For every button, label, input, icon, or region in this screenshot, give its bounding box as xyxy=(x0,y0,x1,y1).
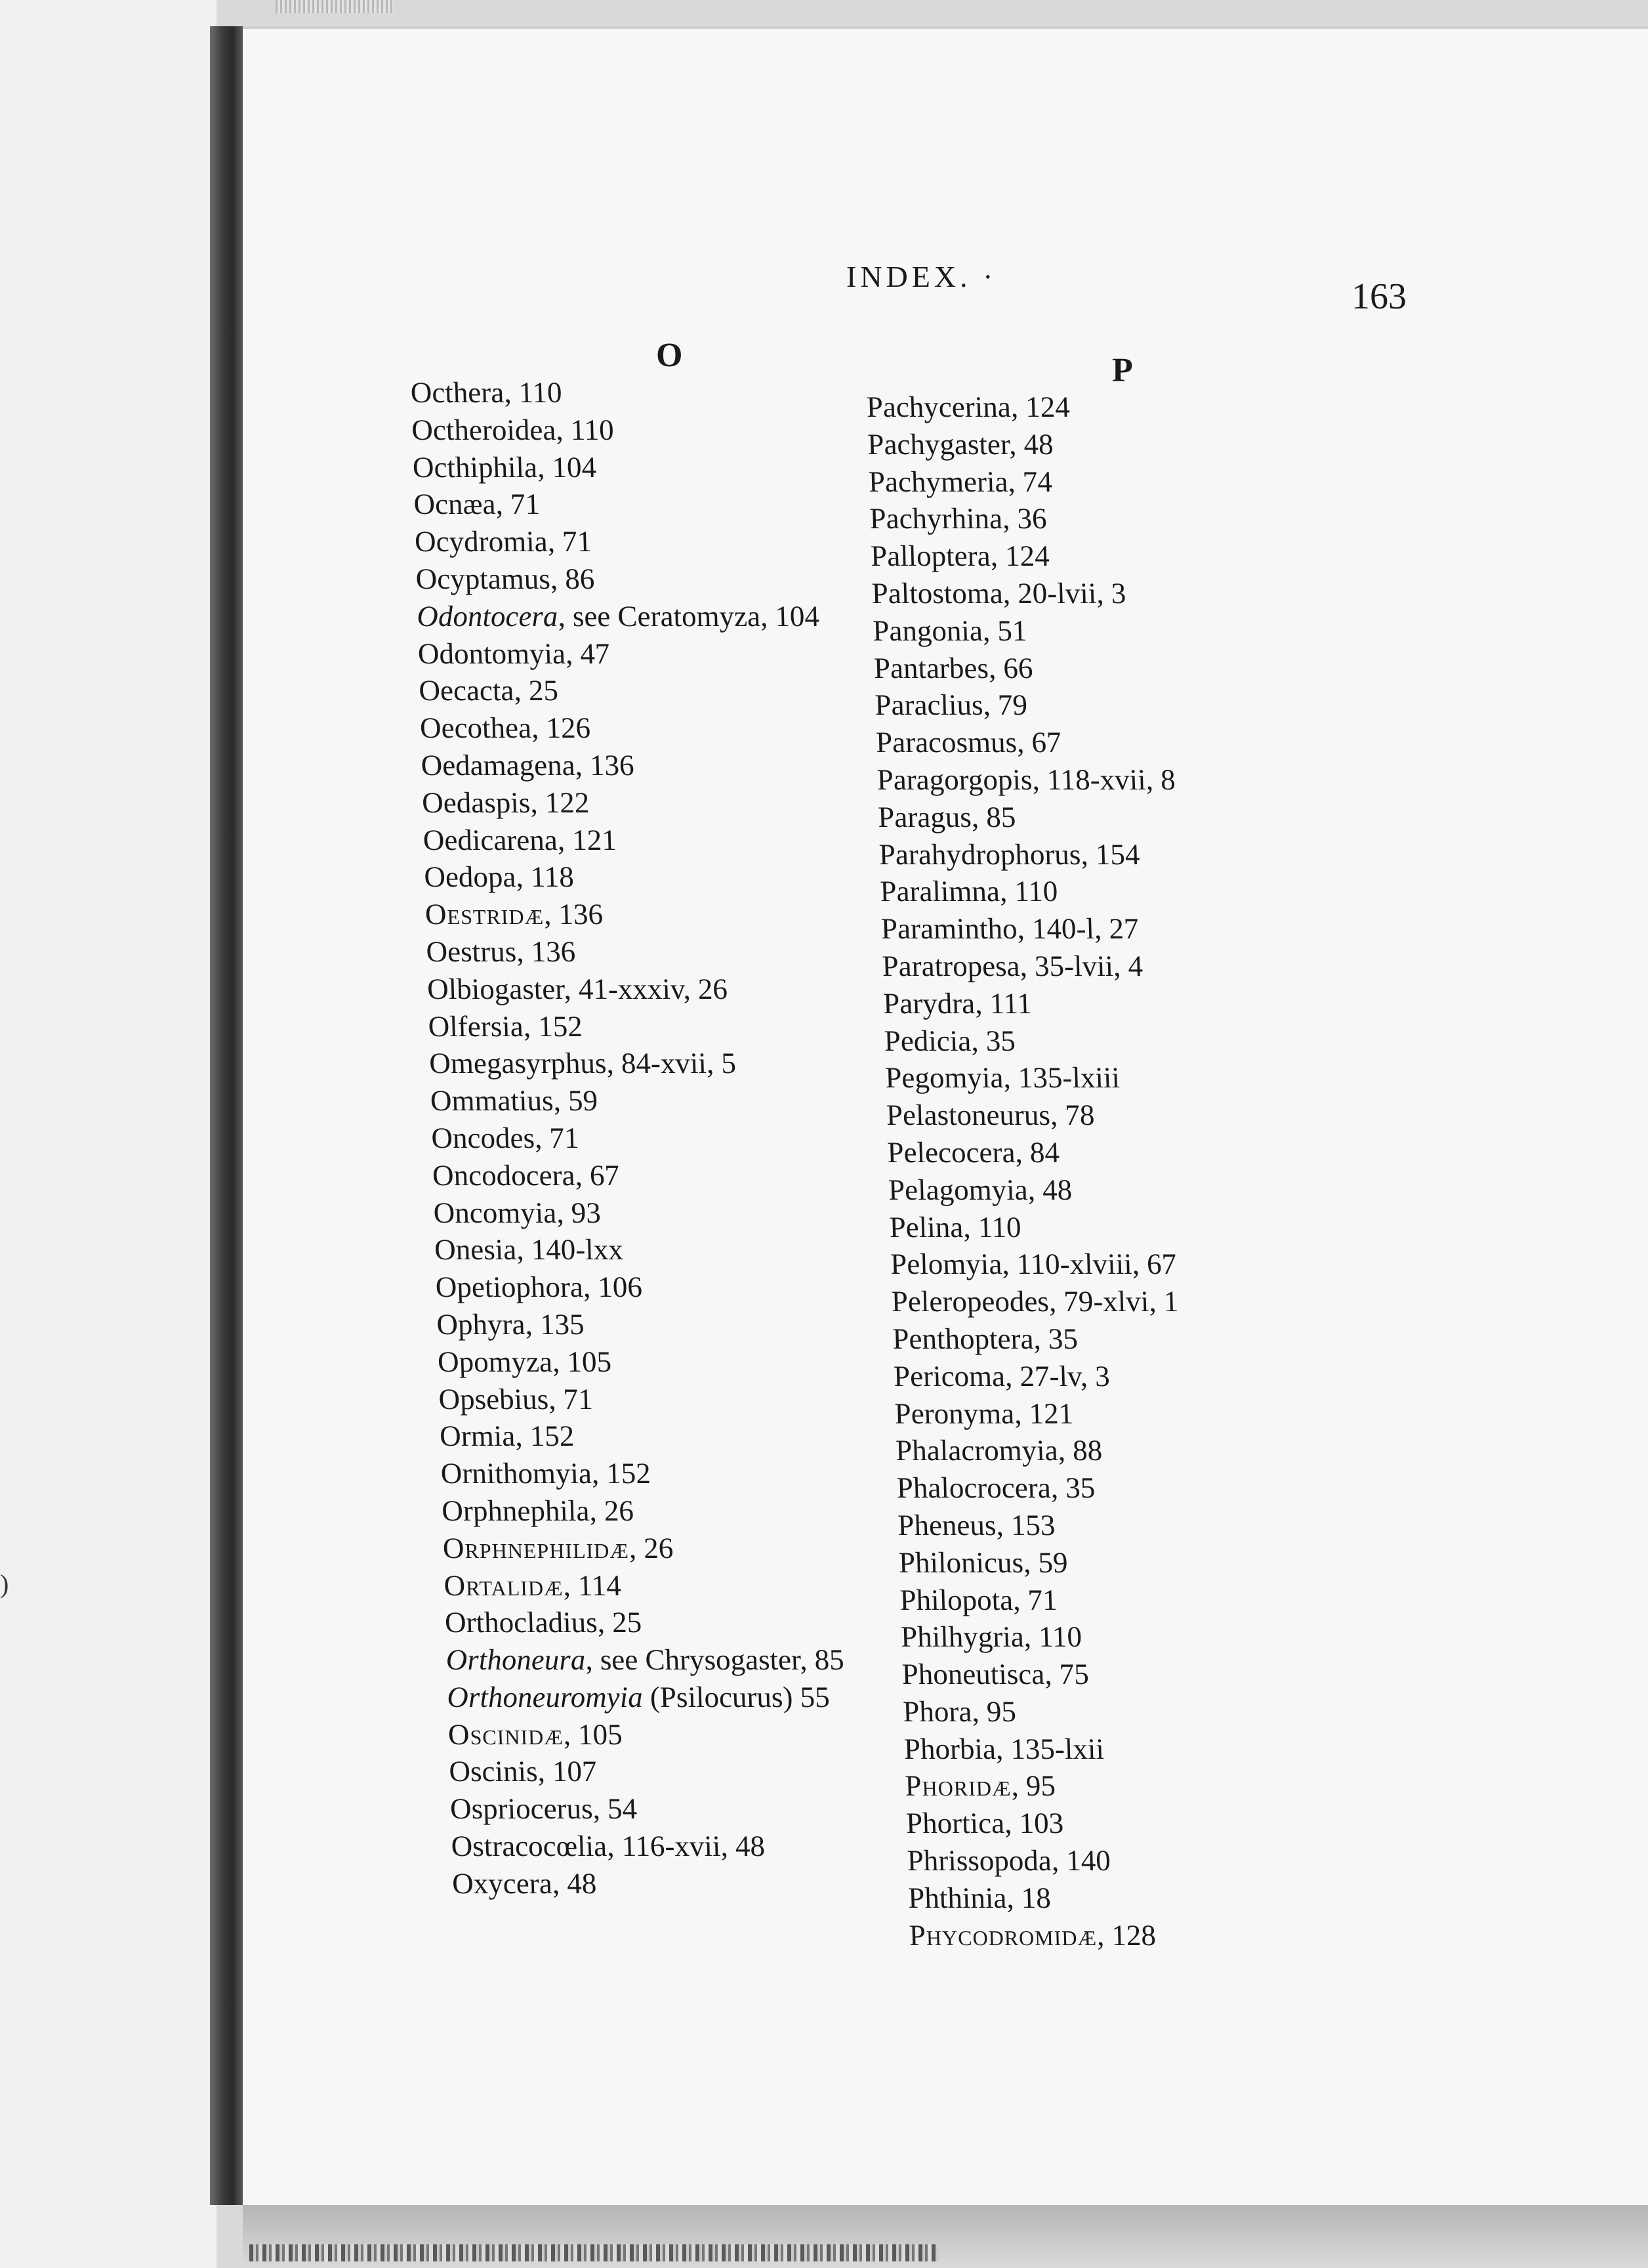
section-letter-o: O xyxy=(656,337,683,374)
index-entry xyxy=(442,1492,845,1530)
index-entry xyxy=(426,971,830,1008)
index-entry xyxy=(451,1865,855,1902)
index-entry xyxy=(419,709,823,747)
index-entry-text: Oscinis, 107 xyxy=(448,1755,598,1788)
index-entry-text: Oedaspis, 122 xyxy=(421,786,590,819)
index-entry xyxy=(447,1716,851,1754)
index-entry xyxy=(875,724,1175,761)
index-entry xyxy=(432,1157,835,1194)
index-entry-text: Pelastoneurus, 78 xyxy=(886,1099,1096,1132)
index-entry xyxy=(868,463,1168,501)
index-entry-text: Opsebius, 71 xyxy=(438,1382,594,1416)
index-entry-text: Pelecocera, 84 xyxy=(886,1135,1060,1169)
index-entry xyxy=(873,612,1172,650)
index-entry-text: Ormia, 152 xyxy=(439,1419,575,1453)
index-entry-text: Octhera, 110 xyxy=(410,376,563,409)
index-entry-family-term: Phoridæ xyxy=(904,1769,1012,1803)
index-entry xyxy=(882,948,1182,985)
index-entry-text: Oncodocera, 67 xyxy=(432,1158,620,1192)
index-entry xyxy=(884,1022,1184,1060)
index-entry xyxy=(440,1455,844,1492)
index-entry-family-term: Oestridæ xyxy=(424,898,545,931)
index-entry-text: Oxycera, 48 xyxy=(451,1866,597,1900)
index-entry-text: Paratropesa, 35-lvii, 4 xyxy=(881,949,1143,982)
index-entry-text: Paraclius, 79 xyxy=(874,688,1028,722)
index-entry-text: Ornithomyia, 152 xyxy=(440,1457,651,1490)
scan-artifact-top xyxy=(276,0,394,13)
index-entry xyxy=(905,1805,1205,1842)
index-entry xyxy=(887,1134,1187,1171)
index-entry xyxy=(422,822,826,859)
index-entry-text: Oecothea, 126 xyxy=(419,711,591,745)
index-entry-text: Onesia, 140-lxx xyxy=(434,1233,624,1267)
index-entry-italic-term: Orthoneura xyxy=(445,1643,586,1677)
index-entry xyxy=(443,1567,847,1605)
index-entry xyxy=(891,1283,1191,1320)
index-entry-text: Pegomyia, 135-lxiii xyxy=(884,1061,1121,1095)
index-entry-text: (Psilocurus) 55 xyxy=(642,1680,831,1713)
index-entry-text: Pedicia, 35 xyxy=(884,1024,1016,1057)
index-entry-text: Pangonia, 51 xyxy=(872,614,1027,647)
index-entry-text: , see Ceratomyza, 104 xyxy=(557,599,820,633)
index-entry-text: Phalocrocera, 35 xyxy=(896,1471,1096,1505)
index-entry-text: Philhygria, 110 xyxy=(900,1620,1082,1654)
index-entry-text: Opetiophora, 106 xyxy=(435,1270,643,1304)
index-entry xyxy=(899,1582,1199,1619)
index-entry-text: , 128 xyxy=(1096,1918,1157,1952)
index-entry xyxy=(886,1097,1185,1134)
index-entry-text: Ophyra, 135 xyxy=(436,1307,585,1341)
index-entry xyxy=(885,1059,1185,1097)
index-entry-text: Ostracocœlia, 116-xvii, 48 xyxy=(450,1830,766,1863)
index-entry-italic-term: Odontocera xyxy=(416,599,558,633)
index-entry xyxy=(419,672,822,709)
index-entry xyxy=(417,635,821,673)
index-entry xyxy=(909,1917,1208,1954)
index-entry-text: Odontomyia, 47 xyxy=(417,637,611,670)
index-entry xyxy=(439,1418,842,1455)
index-entry xyxy=(428,1008,831,1045)
index-entry xyxy=(894,1395,1194,1433)
index-entry xyxy=(876,761,1176,799)
index-entry xyxy=(905,1767,1205,1805)
index-entry-text: , 105 xyxy=(562,1717,623,1751)
index-entry-text: Phthinia, 18 xyxy=(907,1881,1052,1914)
index-entry-text: Paracosmus, 67 xyxy=(875,726,1062,759)
index-entry xyxy=(429,1045,833,1082)
index-entry-text: Orphnephila, 26 xyxy=(441,1494,634,1527)
index-entry-text: Parahydrophorus, 154 xyxy=(878,837,1140,871)
index-entry-text: Oedopa, 118 xyxy=(423,860,575,894)
index-entry-text: Pachygaster, 48 xyxy=(867,427,1054,461)
index-entry-text: Phora, 95 xyxy=(902,1694,1017,1728)
index-entry-text: Orthocladius, 25 xyxy=(444,1606,642,1639)
index-entry-text: Paltostoma, 20-lvii, 3 xyxy=(871,576,1126,610)
index-entry xyxy=(890,1246,1189,1283)
index-entry-text: Paramintho, 140-l, 27 xyxy=(880,912,1140,946)
index-entry-text: , 26 xyxy=(628,1531,674,1564)
index-entry xyxy=(897,1507,1197,1544)
index-entry-text: Pachyrhina, 36 xyxy=(869,502,1048,536)
index-entry xyxy=(867,426,1167,463)
scan-artifact-bottom xyxy=(249,2244,938,2261)
index-entry-text: Phorbia, 135-lxii xyxy=(903,1732,1105,1765)
index-entry xyxy=(873,650,1173,687)
index-entry xyxy=(449,1790,853,1828)
index-entry xyxy=(903,1693,1203,1731)
index-entry-text: , 136 xyxy=(543,898,604,931)
index-entry xyxy=(430,1082,833,1120)
index-entry xyxy=(871,575,1171,612)
index-entry xyxy=(421,784,825,822)
index-entry xyxy=(426,933,829,971)
index-entry xyxy=(445,1641,849,1679)
index-entry xyxy=(889,1209,1189,1246)
index-entry xyxy=(877,799,1177,836)
index-entry xyxy=(892,1320,1192,1358)
index-entry xyxy=(438,1381,842,1418)
index-entry-text: Paralimna, 110 xyxy=(879,875,1058,908)
index-entry-text: Paragorgopis, 118-xvii, 8 xyxy=(876,763,1176,796)
index-entry-text: Pachymeria, 74 xyxy=(868,465,1053,498)
index-entry xyxy=(880,873,1180,910)
index-entry-text: Octheroidea, 110 xyxy=(411,413,615,446)
index-entry xyxy=(893,1358,1193,1395)
index-entry-family-term: Oscinidæ xyxy=(447,1717,564,1751)
index-entry-text: Pheneus, 153 xyxy=(897,1508,1056,1542)
index-entry xyxy=(907,1880,1207,1917)
index-entry xyxy=(415,560,819,598)
index-entry-text: Paragus, 85 xyxy=(877,800,1016,833)
index-entry-text: Ocyptamus, 86 xyxy=(415,562,595,595)
running-head: INDEX. · xyxy=(846,260,997,293)
index-entry xyxy=(410,374,814,411)
index-entry xyxy=(866,388,1166,426)
index-entry-text: Oedicarena, 121 xyxy=(422,823,617,856)
index-entry xyxy=(421,747,824,784)
index-entry-italic-term: Orthoneuromyia xyxy=(446,1680,644,1713)
index-entry-family-term: Phycodromidæ xyxy=(909,1918,1098,1952)
index-entry-text: Olfersia, 152 xyxy=(428,1009,583,1043)
index-entry xyxy=(901,1656,1201,1693)
index-entry xyxy=(424,858,827,896)
index-entry xyxy=(449,1753,852,1790)
index-entry-text: Ocnæa, 71 xyxy=(413,488,541,521)
index-entry-text: , 95 xyxy=(1010,1769,1056,1803)
index-entry xyxy=(869,500,1169,537)
index-entry-text: Pericoma, 27-lv, 3 xyxy=(893,1359,1111,1393)
facing-page xyxy=(0,0,216,2268)
index-entry-text: Parydra, 111 xyxy=(882,986,1033,1020)
index-entry-text: Pelagomyia, 48 xyxy=(888,1173,1073,1206)
index-entry-text: Philonicus, 59 xyxy=(898,1545,1069,1579)
index-entry xyxy=(436,1306,840,1343)
index-entry xyxy=(413,486,817,523)
index-entry-text: Peleropeodes, 79-xlvi, 1 xyxy=(891,1285,1179,1318)
index-entry xyxy=(411,411,815,449)
index-entry-text: Palloptera, 124 xyxy=(870,539,1050,573)
index-entry-text: Oncomyia, 93 xyxy=(432,1196,602,1229)
index-entry-family-term: Orphnephilidæ xyxy=(442,1531,630,1564)
index-entry xyxy=(434,1231,837,1269)
index-entry xyxy=(431,1120,834,1157)
index-entry-text: Pachycerina, 124 xyxy=(866,390,1071,423)
index-entry-family-term: Ortalidæ xyxy=(443,1568,564,1602)
index-entry xyxy=(898,1544,1198,1582)
index-entry-text: Penthoptera, 35 xyxy=(892,1322,1079,1355)
index-entry-text: Oncodes, 71 xyxy=(430,1121,580,1154)
index-entry-text: Ommatius, 59 xyxy=(430,1084,598,1118)
index-column-o xyxy=(410,374,855,1902)
index-entry-text: Phalacromyia, 88 xyxy=(895,1434,1103,1467)
index-entry xyxy=(424,896,828,933)
index-entry xyxy=(896,1469,1196,1507)
index-entry xyxy=(414,523,817,560)
index-entry xyxy=(442,1530,846,1567)
index-entry xyxy=(447,1679,850,1716)
index-entry-text: Omegasyrphus, 84-xvii, 5 xyxy=(428,1047,737,1080)
index-entry xyxy=(875,686,1174,724)
index-entry-text: Pelomyia, 110-xlviii, 67 xyxy=(890,1248,1177,1281)
page-number: 163 xyxy=(1351,276,1407,317)
index-entry xyxy=(903,1731,1203,1768)
index-entry xyxy=(882,985,1182,1022)
index-entry xyxy=(878,836,1178,873)
index-entry xyxy=(444,1604,848,1641)
index-entry-text: Ocydromia, 71 xyxy=(414,525,592,558)
index-entry-text: , see Chrysogaster, 85 xyxy=(585,1643,845,1677)
index-entry-text: Pantarbes, 66 xyxy=(873,651,1034,684)
index-entry-text: Olbiogaster, 41-xxxiv, 26 xyxy=(426,972,728,1005)
index-entry xyxy=(437,1343,840,1381)
index-entry-text: Pelina, 110 xyxy=(888,1210,1022,1244)
index-entry-text: , 114 xyxy=(562,1568,622,1602)
index-entry xyxy=(451,1828,854,1865)
index-entry xyxy=(900,1618,1200,1656)
index-entry xyxy=(417,598,820,635)
book-gutter xyxy=(210,26,243,2205)
index-entry xyxy=(433,1194,836,1232)
index-entry xyxy=(880,910,1180,948)
index-entry-text: Phoneutisca, 75 xyxy=(901,1658,1090,1691)
index-entry-text: Phrissopoda, 140 xyxy=(906,1844,1111,1878)
index-entry xyxy=(435,1269,838,1306)
facing-page-fragment: ) xyxy=(0,1569,9,1599)
index-entry xyxy=(895,1432,1195,1469)
section-letter-p: P xyxy=(1112,352,1133,389)
index-entry-text: Oecacta, 25 xyxy=(418,674,559,707)
index-entry-text: Ospriocerus, 54 xyxy=(449,1792,638,1826)
index-entry-text: Oestrus, 136 xyxy=(425,934,576,968)
index-entry xyxy=(907,1842,1206,1880)
index-entry xyxy=(412,449,815,486)
index-column-p xyxy=(866,388,1208,1954)
index-entry-text: Octhiphila, 104 xyxy=(412,450,597,484)
index-entry xyxy=(888,1171,1187,1209)
index-entry-text: Philopota, 71 xyxy=(899,1583,1058,1616)
index-entry-text: Peronyma, 121 xyxy=(894,1396,1074,1430)
index-entry xyxy=(870,537,1170,575)
index-entry-text: Oedamagena, 136 xyxy=(420,748,635,782)
index-entry-text: Opomyza, 105 xyxy=(437,1345,612,1378)
index-entry-text: Phortica, 103 xyxy=(905,1807,1064,1840)
